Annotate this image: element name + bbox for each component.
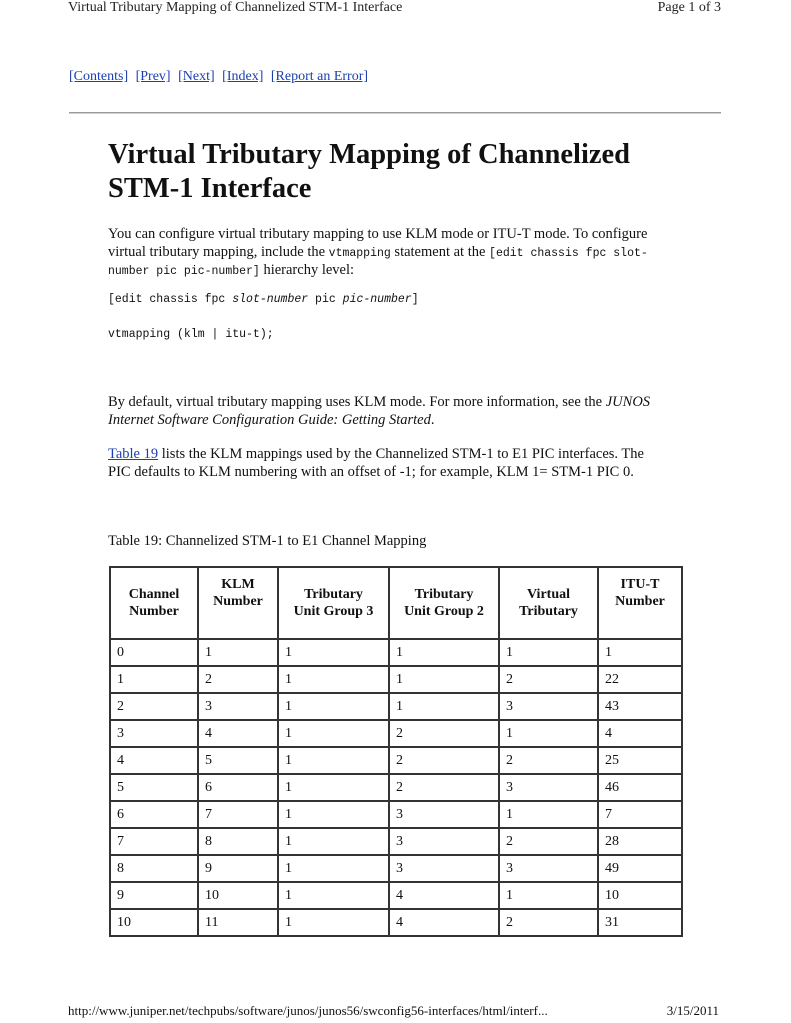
table-reference-paragraph <box>108 446 668 481</box>
cell-tug3: 1 <box>278 693 389 720</box>
cell-channel-number: 7 <box>110 828 198 855</box>
cell-klm-number: 4 <box>198 720 278 747</box>
cell-itu-t-number: 25 <box>598 747 682 774</box>
cell-tug2: 2 <box>389 774 499 801</box>
horizontal-divider <box>69 112 721 114</box>
print-header-page-number: Page 1 of 3 <box>657 0 721 15</box>
cell-tug2: 1 <box>389 639 499 666</box>
table-row <box>110 909 682 936</box>
cell-itu-t-number: 10 <box>598 882 682 909</box>
default-text-a: By default, virtual tributary mapping uses KLM mode. For more information, see the <box>108 394 606 410</box>
cell-virtual-tributary: 2 <box>499 747 598 774</box>
cell-virtual-tributary: 1 <box>499 882 598 909</box>
cell-tug3: 1 <box>278 801 389 828</box>
contents-link[interactable]: [Contents] <box>69 69 129 84</box>
cell-tug3: 1 <box>278 639 389 666</box>
table-header-row <box>110 567 682 639</box>
table-row <box>110 720 682 747</box>
cell-tug3: 1 <box>278 666 389 693</box>
header-tug3: Tributary Unit Group 3 <box>278 567 389 639</box>
cell-channel-number: 2 <box>110 693 198 720</box>
cell-klm-number: 10 <box>198 882 278 909</box>
default-mode-paragraph <box>108 394 668 429</box>
cell-channel-number: 5 <box>110 774 198 801</box>
print-footer-date: 3/15/2011 <box>666 1003 719 1018</box>
cell-channel-number: 10 <box>110 909 198 936</box>
table-reference-text: lists the KLM mappings used by the Channelized STM-1 to E1 PIC interfaces. The PIC defaults to KLM numbering with an offset of -1; for example, KLM 1= STM-1 PIC 0. <box>108 446 644 480</box>
print-footer-url: http://www.juniper.net/techpubs/software/junos/junos56/swconfig56-interfaces/html/interf... <box>68 1003 548 1018</box>
print-header-title: Virtual Tributary Mapping of Channelized STM-1 Interface <box>68 0 403 15</box>
cell-itu-t-number: 4 <box>598 720 682 747</box>
table-row <box>110 693 682 720</box>
table-row <box>110 882 682 909</box>
intro-text-a: You can configure virtual tributary mapping to use KLM mode or ITU-T mode. To configure virtual tributary mapping, include the <box>108 226 648 260</box>
cell-virtual-tributary: 2 <box>499 666 598 693</box>
intro-text-b: statement at the <box>390 243 490 260</box>
table-row <box>110 774 682 801</box>
cell-tug2: 2 <box>389 747 499 774</box>
cell-tug3: 1 <box>278 855 389 882</box>
cell-channel-number: 8 <box>110 855 198 882</box>
cell-channel-number: 1 <box>110 666 198 693</box>
cell-tug3: 1 <box>278 720 389 747</box>
cell-virtual-tributary: 1 <box>499 720 598 747</box>
slot-number-placeholder: slot-number <box>232 293 309 306</box>
cell-virtual-tributary: 2 <box>499 828 598 855</box>
cell-tug3: 1 <box>278 774 389 801</box>
channel-mapping-table <box>109 566 683 937</box>
hierarchy-code: [edit chassis fpc slot-number pic pic-number] <box>108 246 648 278</box>
cell-tug3: 1 <box>278 828 389 855</box>
header-virtual-tributary: Virtual Tributary <box>499 567 598 639</box>
code1-part-c: ] <box>411 293 419 306</box>
prev-link[interactable]: [Prev] <box>135 69 171 84</box>
cell-itu-t-number: 46 <box>598 774 682 801</box>
cell-tug2: 1 <box>389 693 499 720</box>
statement-code-block: vtmapping (klm | itu-t); <box>108 328 274 341</box>
table-row <box>110 639 682 666</box>
header-klm-number: KLM Number <box>198 567 278 639</box>
cell-tug2: 1 <box>389 666 499 693</box>
default-text-b: . <box>430 411 435 428</box>
cell-itu-t-number: 49 <box>598 855 682 882</box>
cell-tug2: 4 <box>389 882 499 909</box>
cell-virtual-tributary: 3 <box>499 855 598 882</box>
guide-title: JUNOS Internet Software Configuration Guide: Getting Started <box>108 394 651 428</box>
cell-virtual-tributary: 3 <box>499 693 598 720</box>
intro-paragraph <box>108 226 668 281</box>
table-row <box>110 801 682 828</box>
page-title-line-1: Virtual Tributary Mapping of Channelized <box>108 139 631 170</box>
table-row <box>110 666 682 693</box>
cell-klm-number: 8 <box>198 828 278 855</box>
hierarchy-code-block <box>108 293 419 306</box>
cell-virtual-tributary: 1 <box>499 801 598 828</box>
cell-tug2: 3 <box>389 855 499 882</box>
cell-klm-number: 7 <box>198 801 278 828</box>
cell-tug3: 1 <box>278 909 389 936</box>
cell-tug2: 3 <box>389 828 499 855</box>
cell-channel-number: 6 <box>110 801 198 828</box>
cell-channel-number: 4 <box>110 747 198 774</box>
cell-klm-number: 6 <box>198 774 278 801</box>
cell-klm-number: 11 <box>198 909 278 936</box>
cell-channel-number: 3 <box>110 720 198 747</box>
code1-part-b: pic <box>308 293 343 306</box>
table-row <box>110 855 682 882</box>
table-19-link[interactable]: Table 19 <box>108 446 159 462</box>
cell-klm-number: 2 <box>198 666 278 693</box>
doc-navigation <box>69 69 372 85</box>
cell-klm-number: 3 <box>198 693 278 720</box>
page-title-line-2: STM-1 Interface <box>108 173 312 204</box>
cell-tug3: 1 <box>278 882 389 909</box>
intro-text-c: hierarchy level: <box>259 262 355 278</box>
table-row <box>110 828 682 855</box>
pic-number-placeholder: pic-number <box>342 293 412 306</box>
cell-itu-t-number: 28 <box>598 828 682 855</box>
cell-channel-number: 0 <box>110 639 198 666</box>
cell-virtual-tributary: 2 <box>499 909 598 936</box>
next-link[interactable]: [Next] <box>178 69 215 84</box>
table-row <box>110 747 682 774</box>
header-channel-number: Channel Number <box>110 567 198 639</box>
header-itu-t-number: ITU-T Number <box>598 567 682 639</box>
code1-part-a: [edit chassis fpc <box>108 293 233 306</box>
cell-itu-t-number: 31 <box>598 909 682 936</box>
cell-itu-t-number: 1 <box>598 639 682 666</box>
header-tug2: Tributary Unit Group 2 <box>389 567 499 639</box>
cell-itu-t-number: 43 <box>598 693 682 720</box>
cell-tug2: 4 <box>389 909 499 936</box>
vtmapping-code: vtmapping <box>328 246 391 260</box>
cell-klm-number: 5 <box>198 747 278 774</box>
cell-klm-number: 9 <box>198 855 278 882</box>
cell-itu-t-number: 22 <box>598 666 682 693</box>
index-link[interactable]: [Index] <box>222 69 264 84</box>
cell-channel-number: 9 <box>110 882 198 909</box>
table-caption: Table 19: Channelized STM-1 to E1 Channel Mapping <box>108 533 427 549</box>
cell-itu-t-number: 7 <box>598 801 682 828</box>
cell-virtual-tributary: 3 <box>499 774 598 801</box>
cell-tug2: 2 <box>389 720 499 747</box>
cell-tug2: 3 <box>389 801 499 828</box>
page-title <box>108 138 708 206</box>
cell-virtual-tributary: 1 <box>499 639 598 666</box>
report-error-link[interactable]: [Report an Error] <box>270 69 369 84</box>
cell-klm-number: 1 <box>198 639 278 666</box>
cell-tug3: 1 <box>278 747 389 774</box>
